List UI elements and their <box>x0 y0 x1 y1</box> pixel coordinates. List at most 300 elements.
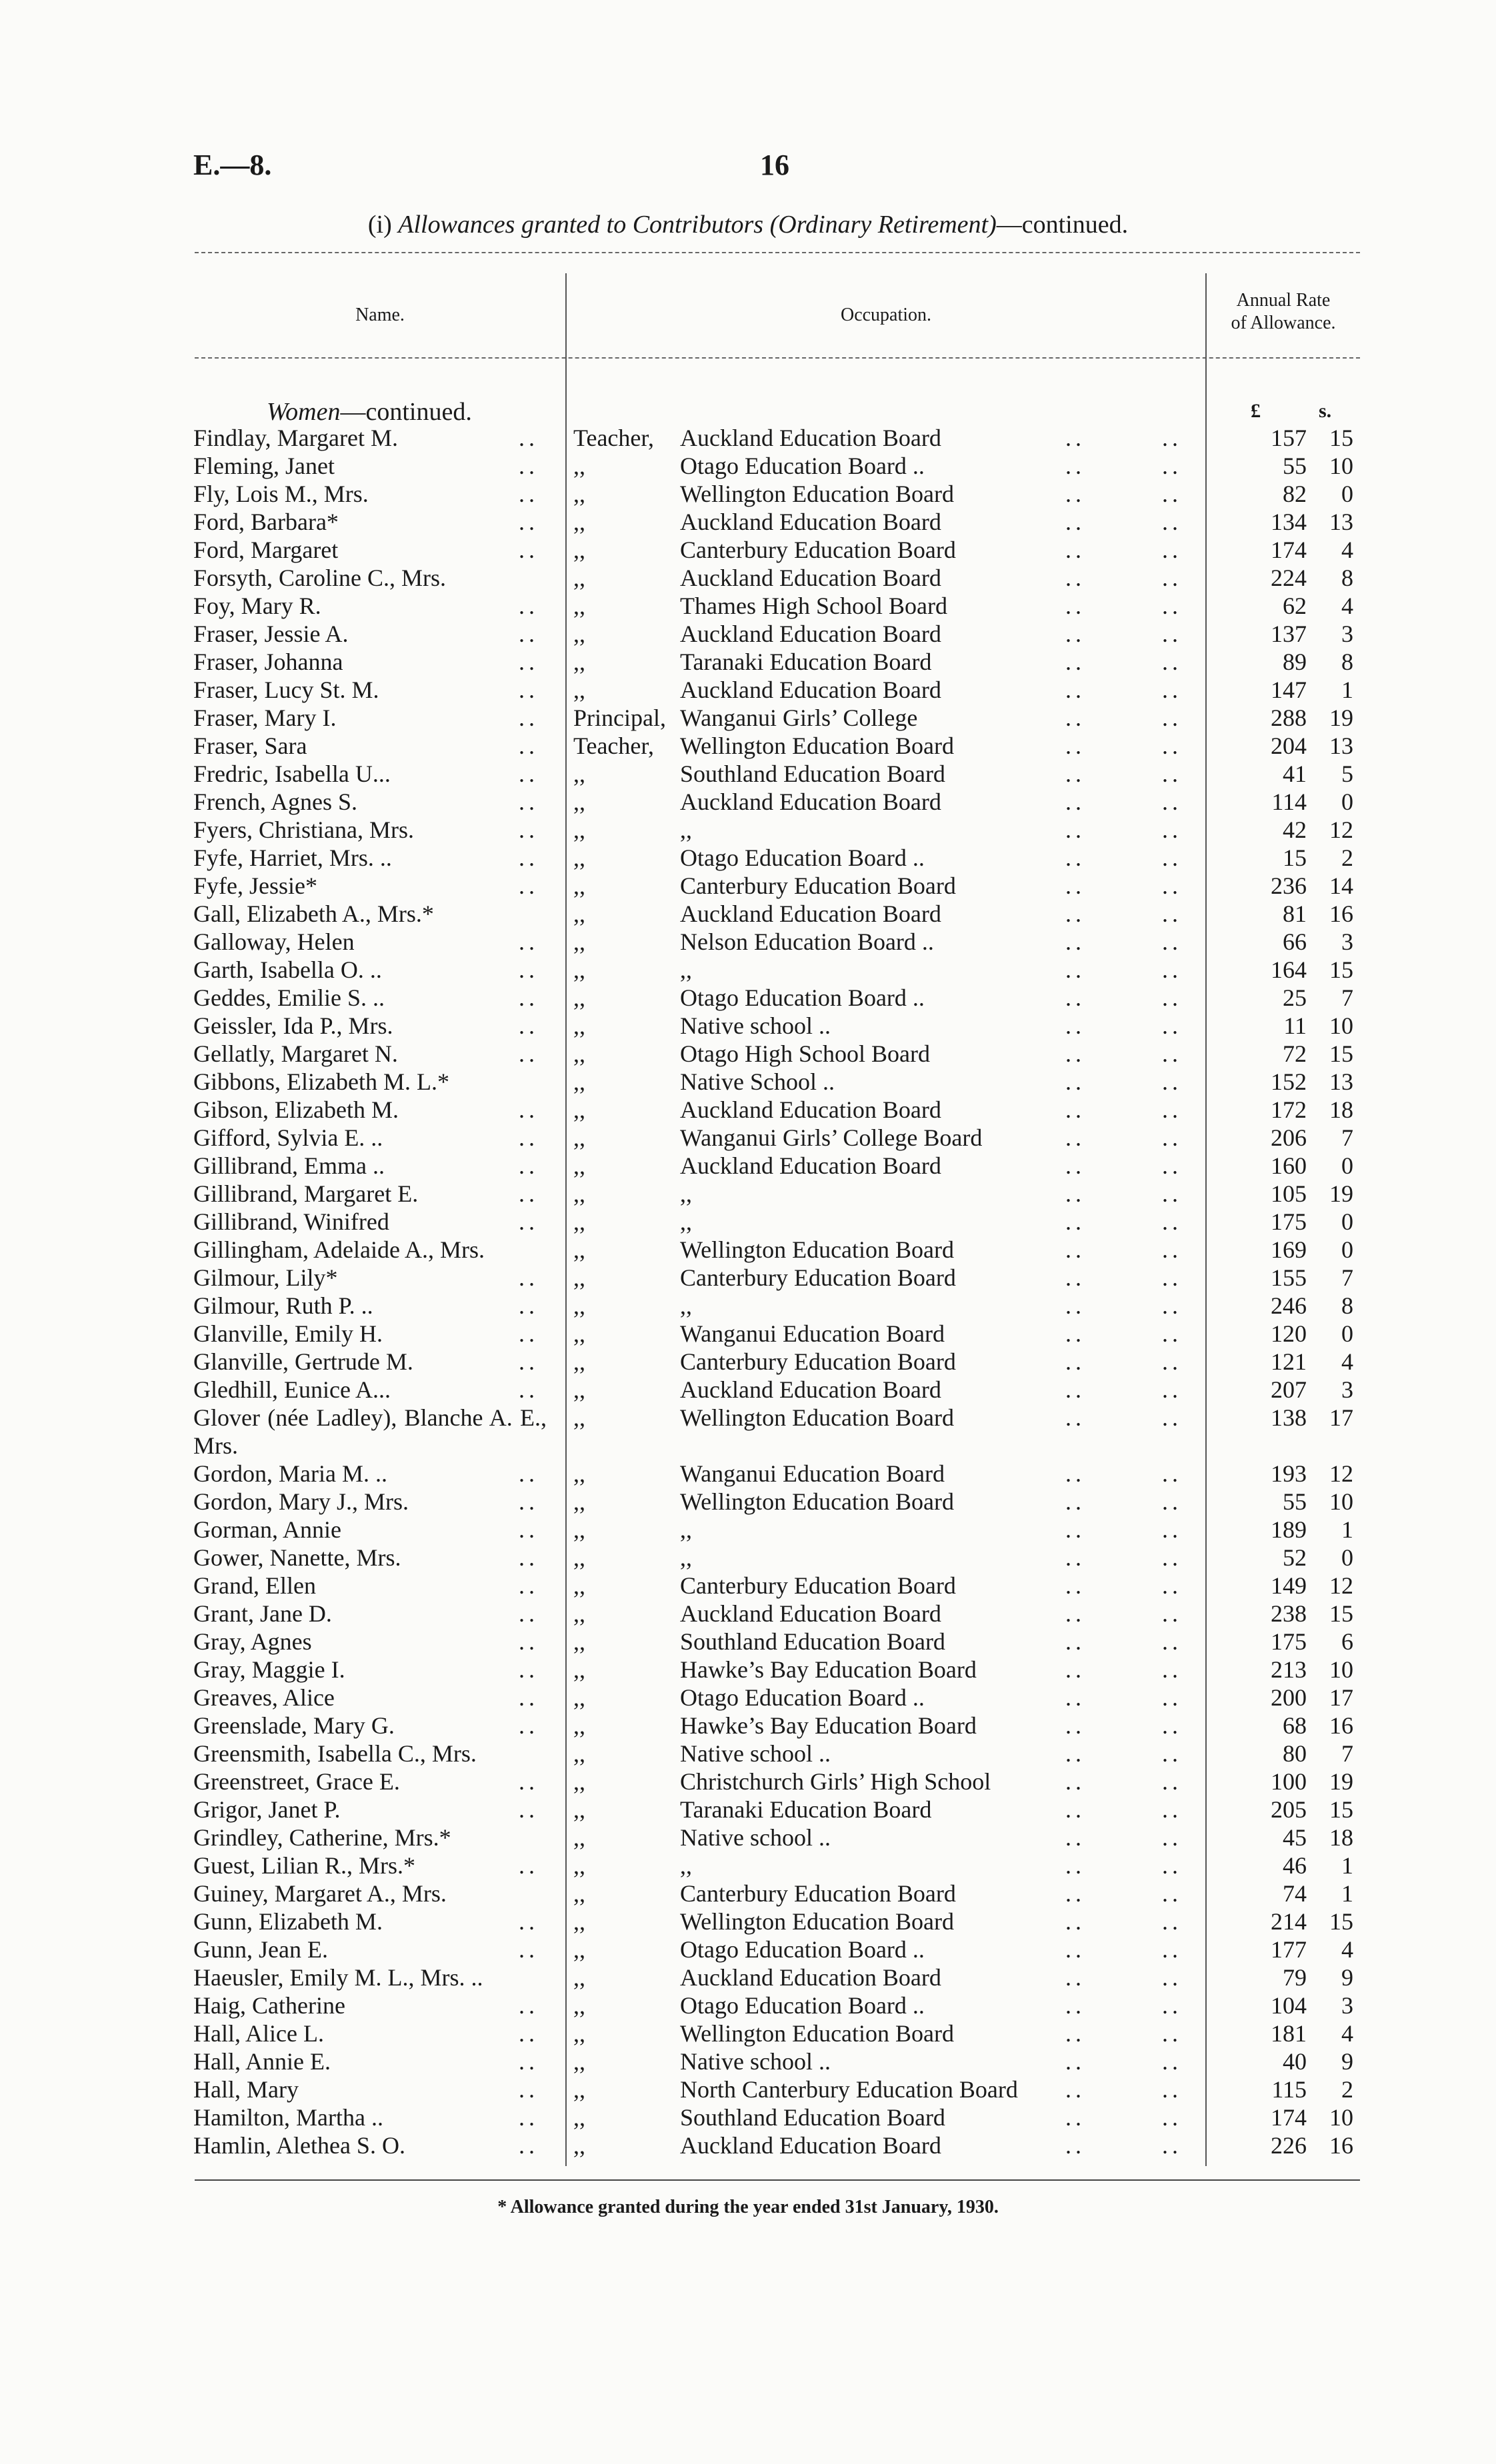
row-shillings: 19 <box>1329 704 1353 731</box>
leader-dots: .. <box>1065 2104 1085 2131</box>
leader-dots: .. <box>1065 1600 1085 1627</box>
row-name: Gunn, Elizabeth M. <box>193 1908 383 1935</box>
leader-dots: .. <box>1162 1656 1182 1683</box>
leader-dots: .. <box>1162 984 1182 1011</box>
leader-dots: .. <box>519 1684 539 1711</box>
row-occupation: Southland Education Board <box>680 2104 945 2131</box>
leader-dots: .. <box>519 956 539 983</box>
row-occupation: Auckland Education Board <box>680 676 941 703</box>
row-pounds: 224 <box>1271 565 1307 591</box>
row-occupation: Wellington Education Board <box>680 1908 955 1935</box>
leader-dots: .. <box>1065 788 1085 815</box>
table-row <box>193 2131 1367 2159</box>
shillings-unit-label: s. <box>1319 400 1332 422</box>
leader-dots: .. <box>1065 1992 1085 2019</box>
leader-dots: .. <box>519 1572 539 1599</box>
leader-dots: .. <box>1065 1936 1085 1963</box>
row-shillings: 8 <box>1341 565 1353 591</box>
row-shillings: 15 <box>1329 1908 1353 1935</box>
row-shillings: 19 <box>1329 1180 1353 1207</box>
leader-dots: .. <box>1162 760 1182 787</box>
row-name: Hall, Annie E. <box>193 2048 331 2075</box>
row-name: Gillibrand, Emma .. <box>193 1152 385 1179</box>
row-occupation-prefix: ,, <box>573 1264 585 1291</box>
leader-dots: .. <box>519 1096 539 1123</box>
leader-dots: .. <box>519 481 539 507</box>
leader-dots: .. <box>1065 872 1085 899</box>
row-occupation: Taranaki Education Board <box>680 1796 932 1823</box>
row-occupation-prefix: ,, <box>573 984 585 1011</box>
leader-dots: .. <box>1162 509 1182 535</box>
leader-dots: .. <box>1065 704 1085 731</box>
table-row <box>193 1907 1367 1935</box>
row-occupation-prefix: ,, <box>573 2076 585 2103</box>
table-row <box>193 1796 1367 1824</box>
row-occupation: Native school .. <box>680 2048 831 2075</box>
leader-dots: .. <box>519 1460 539 1487</box>
leader-dots: .. <box>1162 1404 1182 1431</box>
row-occupation: Auckland Education Board <box>680 1600 941 1627</box>
row-occupation-prefix: Teacher, <box>573 425 654 451</box>
leader-dots: .. <box>1162 844 1182 871</box>
row-name: Greenslade, Mary G. <box>193 1712 395 1739</box>
leader-dots: .. <box>1065 648 1085 675</box>
leader-dots: .. <box>1162 1740 1182 1767</box>
row-pounds: 104 <box>1271 1992 1307 2019</box>
row-occupation-prefix: ,, <box>573 1852 585 1879</box>
leader-dots: .. <box>1162 425 1182 451</box>
leader-dots: .. <box>1065 676 1085 703</box>
row-pounds: 134 <box>1271 509 1307 535</box>
leader-dots: .. <box>519 509 539 535</box>
leader-dots: .. <box>519 1544 539 1571</box>
row-name: Guiney, Margaret A., Mrs. <box>193 1880 447 1907</box>
row-pounds: 181 <box>1271 2020 1307 2047</box>
row-pounds: 100 <box>1271 1768 1307 1795</box>
leader-dots: .. <box>1065 1124 1085 1151</box>
row-name: Hamilton, Martha .. <box>193 2104 383 2131</box>
leader-dots: .. <box>1065 816 1085 843</box>
table-top-rule <box>195 252 1360 253</box>
row-pounds: 137 <box>1271 620 1307 647</box>
leader-dots: .. <box>1065 1376 1085 1403</box>
row-name: Ford, Margaret <box>193 537 339 563</box>
row-occupation-prefix: ,, <box>573 2048 585 2075</box>
row-name: Gorman, Annie <box>193 1516 341 1543</box>
row-occupation: Canterbury Education Board <box>680 1572 956 1599</box>
leader-dots: .. <box>1162 1208 1182 1235</box>
row-name: Grigor, Janet P. <box>193 1796 341 1823</box>
row-occupation: Wellington Education Board <box>680 732 955 759</box>
leader-dots: .. <box>1162 565 1182 591</box>
row-pounds: 115 <box>1271 2076 1307 2103</box>
leader-dots: .. <box>519 1152 539 1179</box>
caption-title: Allowances granted to Contributors (Ordinary Retirement) <box>398 211 997 239</box>
row-pounds: 74 <box>1283 1880 1307 1907</box>
row-pounds: 105 <box>1271 1180 1307 1207</box>
row-shillings: 12 <box>1329 1460 1353 1487</box>
row-occupation: Native School .. <box>680 1068 835 1095</box>
leader-dots: .. <box>1065 1040 1085 1067</box>
table-row <box>193 508 1367 536</box>
leader-dots: .. <box>1065 1152 1085 1179</box>
leader-dots: .. <box>1162 1516 1182 1543</box>
row-pounds: 177 <box>1271 1936 1307 1963</box>
row-occupation: Southland Education Board <box>680 760 945 787</box>
row-pounds: 68 <box>1283 1712 1307 1739</box>
leader-dots: .. <box>519 593 539 619</box>
table-row <box>193 1096 1367 1124</box>
leader-dots: .. <box>1162 2076 1182 2103</box>
leader-dots: .. <box>1065 1684 1085 1711</box>
leader-dots: .. <box>519 1656 539 1683</box>
row-shillings: 15 <box>1329 1796 1353 1823</box>
row-occupation: ,, <box>680 1180 692 1207</box>
table-row <box>193 620 1367 648</box>
table-row <box>193 1824 1367 1851</box>
table-row <box>193 1152 1367 1180</box>
row-shillings: 1 <box>1341 676 1353 703</box>
row-occupation-prefix: ,, <box>573 2132 585 2159</box>
leader-dots: .. <box>1065 2132 1085 2159</box>
leader-dots: .. <box>1065 1656 1085 1683</box>
row-pounds: 175 <box>1271 1628 1307 1655</box>
row-occupation: Otago Education Board .. <box>680 984 925 1011</box>
row-shillings: 4 <box>1341 1348 1353 1375</box>
row-name: Fleming, Janet <box>193 453 335 479</box>
leader-dots: .. <box>519 1376 539 1403</box>
leader-dots: .. <box>1162 1628 1182 1655</box>
row-pounds: 204 <box>1271 732 1307 759</box>
row-shillings: 8 <box>1341 648 1353 675</box>
row-shillings: 0 <box>1341 1236 1353 1263</box>
leader-dots: .. <box>1162 620 1182 647</box>
row-name: Glover (née Ladley), Blanche A. E., Mrs. <box>193 1404 547 1459</box>
row-shillings: 15 <box>1329 956 1353 983</box>
row-occupation-prefix: ,, <box>573 1796 585 1823</box>
row-occupation: Wanganui Girls’ College Board <box>680 1124 983 1151</box>
row-pounds: 175 <box>1271 1208 1307 1235</box>
footnote: * Allowance granted during the year ended 31st January, 1930. <box>497 2197 999 2217</box>
table-row <box>193 1544 1367 1572</box>
row-name: French, Agnes S. <box>193 788 357 815</box>
row-name: Greaves, Alice <box>193 1684 335 1711</box>
row-occupation-prefix: ,, <box>573 481 585 507</box>
row-shillings: 18 <box>1329 1824 1353 1851</box>
row-occupation-prefix: ,, <box>573 1768 585 1795</box>
leader-dots: .. <box>519 648 539 675</box>
row-shillings: 15 <box>1329 1600 1353 1627</box>
row-shillings: 6 <box>1341 1628 1353 1655</box>
row-occupation: ,, <box>680 1852 692 1879</box>
allowance-table <box>193 424 1367 2159</box>
table-row <box>193 844 1367 872</box>
row-occupation-prefix: ,, <box>573 816 585 843</box>
table-row <box>193 788 1367 816</box>
row-name: Gellatly, Margaret N. <box>193 1040 398 1067</box>
row-shillings: 3 <box>1341 1376 1353 1403</box>
row-occupation-prefix: ,, <box>573 1404 585 1431</box>
table-row <box>193 1488 1367 1516</box>
leader-dots: .. <box>519 760 539 787</box>
row-occupation: Canterbury Education Board <box>680 1880 956 1907</box>
leader-dots: .. <box>1162 1264 1182 1291</box>
row-pounds: 155 <box>1271 1264 1307 1291</box>
leader-dots: .. <box>519 1292 539 1319</box>
leader-dots: .. <box>1162 1712 1182 1739</box>
row-occupation: ,, <box>680 1544 692 1571</box>
table-row <box>193 1684 1367 1712</box>
row-name: Hall, Alice L. <box>193 2020 324 2047</box>
row-shillings: 2 <box>1341 844 1353 871</box>
row-name: Garth, Isabella O. .. <box>193 956 382 983</box>
leader-dots: .. <box>519 704 539 731</box>
row-shillings: 8 <box>1341 1292 1353 1319</box>
leader-dots: .. <box>1065 565 1085 591</box>
row-name: Ford, Barbara* <box>193 509 339 535</box>
row-occupation-prefix: ,, <box>573 2020 585 2047</box>
table-row <box>193 1012 1367 1040</box>
leader-dots: .. <box>519 844 539 871</box>
row-pounds: 205 <box>1271 1796 1307 1823</box>
leader-dots: .. <box>1162 1124 1182 1151</box>
row-shillings: 19 <box>1329 1768 1353 1795</box>
leader-dots: .. <box>1162 453 1182 479</box>
table-row <box>193 1376 1367 1404</box>
row-shillings: 2 <box>1341 2076 1353 2103</box>
row-occupation-prefix: ,, <box>573 1712 585 1739</box>
row-shillings: 15 <box>1329 1040 1353 1067</box>
row-name: Fyfe, Jessie* <box>193 872 317 899</box>
leader-dots: .. <box>1065 2048 1085 2075</box>
table-row <box>193 760 1367 788</box>
row-pounds: 62 <box>1283 593 1307 619</box>
leader-dots: .. <box>1065 2076 1085 2103</box>
leader-dots: .. <box>1162 1880 1182 1907</box>
leader-dots: .. <box>1162 1040 1182 1067</box>
row-shillings: 4 <box>1341 537 1353 563</box>
leader-dots: .. <box>1065 1544 1085 1571</box>
leader-dots: .. <box>1162 1544 1182 1571</box>
leader-dots: .. <box>1065 481 1085 507</box>
row-occupation-prefix: ,, <box>573 1628 585 1655</box>
row-occupation: Hawke’s Bay Education Board <box>680 1656 977 1683</box>
leader-dots: .. <box>1065 620 1085 647</box>
row-pounds: 80 <box>1283 1740 1307 1767</box>
row-name: Hamlin, Alethea S. O. <box>193 2132 405 2159</box>
row-name: Gray, Maggie I. <box>193 1656 345 1683</box>
row-pounds: 82 <box>1283 481 1307 507</box>
table-row <box>193 1040 1367 1068</box>
leader-dots: .. <box>1162 1964 1182 1991</box>
leader-dots: .. <box>1162 1068 1182 1095</box>
row-name: Grindley, Catherine, Mrs.* <box>193 1824 451 1851</box>
leader-dots: .. <box>1162 481 1182 507</box>
row-occupation-prefix: ,, <box>573 1376 585 1403</box>
leader-dots: .. <box>1162 1852 1182 1879</box>
row-occupation-prefix: ,, <box>573 2104 585 2131</box>
row-shillings: 1 <box>1341 1516 1353 1543</box>
section-suffix: —continued. <box>340 398 472 426</box>
leader-dots: .. <box>1065 1516 1085 1543</box>
row-occupation-prefix: ,, <box>573 1824 585 1851</box>
row-shillings: 7 <box>1341 1740 1353 1767</box>
row-name: Greensmith, Isabella C., Mrs. <box>193 1740 477 1767</box>
leader-dots: .. <box>1065 956 1085 983</box>
row-pounds: 246 <box>1271 1292 1307 1319</box>
row-shillings: 5 <box>1341 760 1353 787</box>
row-occupation: Southland Education Board <box>680 1628 945 1655</box>
table-row <box>193 1628 1367 1656</box>
row-occupation: Christchurch Girls’ High School <box>680 1768 991 1795</box>
leader-dots: .. <box>1065 1796 1085 1823</box>
row-name: Gibson, Elizabeth M. <box>193 1096 399 1123</box>
row-occupation-prefix: ,, <box>573 1936 585 1963</box>
leader-dots: .. <box>519 2076 539 2103</box>
row-pounds: 213 <box>1271 1656 1307 1683</box>
row-occupation-prefix: ,, <box>573 928 585 955</box>
row-occupation: Taranaki Education Board <box>680 648 932 675</box>
leader-dots: .. <box>1065 1068 1085 1095</box>
row-occupation: Canterbury Education Board <box>680 1348 956 1375</box>
row-occupation-prefix: ,, <box>573 676 585 703</box>
table-row <box>193 1068 1367 1096</box>
leader-dots: .. <box>519 425 539 451</box>
row-occupation-prefix: ,, <box>573 1488 585 1515</box>
table-row <box>193 2075 1367 2103</box>
row-name: Fraser, Jessie A. <box>193 620 349 647</box>
leader-dots: .. <box>1162 788 1182 815</box>
leader-dots: .. <box>519 1516 539 1543</box>
row-occupation: ,, <box>680 1208 692 1235</box>
row-pounds: 42 <box>1283 816 1307 843</box>
row-occupation-prefix: ,, <box>573 844 585 871</box>
row-name: Fyfe, Harriet, Mrs. .. <box>193 844 392 871</box>
leader-dots: .. <box>1065 1488 1085 1515</box>
table-row <box>193 1208 1367 1236</box>
column-header-rate <box>1207 289 1360 335</box>
row-pounds: 11 <box>1283 1012 1307 1039</box>
row-shillings: 7 <box>1341 984 1353 1011</box>
table-row <box>193 592 1367 620</box>
row-occupation: Auckland Education Board <box>680 565 941 591</box>
row-pounds: 66 <box>1283 928 1307 955</box>
leader-dots: .. <box>519 676 539 703</box>
leader-dots: .. <box>1065 1460 1085 1487</box>
row-occupation: Auckland Education Board <box>680 2132 941 2159</box>
table-row <box>193 1236 1367 1264</box>
row-name: Forsyth, Caroline C., Mrs. <box>193 565 447 591</box>
row-occupation-prefix: ,, <box>573 1152 585 1179</box>
row-pounds: 25 <box>1283 984 1307 1011</box>
leader-dots: .. <box>1065 1572 1085 1599</box>
row-name: Gray, Agnes <box>193 1628 312 1655</box>
row-pounds: 236 <box>1271 872 1307 899</box>
row-pounds: 45 <box>1283 1824 1307 1851</box>
leader-dots: .. <box>1162 2048 1182 2075</box>
table-row <box>193 2019 1367 2047</box>
row-shillings: 0 <box>1341 1320 1353 1347</box>
row-name: Gilmour, Lily* <box>193 1264 338 1291</box>
row-pounds: 114 <box>1271 788 1307 815</box>
row-occupation-prefix: ,, <box>573 900 585 927</box>
rate-header-line2: of Allowance. <box>1231 313 1336 333</box>
row-shillings: 7 <box>1341 1264 1353 1291</box>
leader-dots: .. <box>1162 1684 1182 1711</box>
row-shillings: 16 <box>1329 2132 1353 2159</box>
row-name: Guest, Lilian R., Mrs.* <box>193 1852 415 1879</box>
row-pounds: 207 <box>1271 1376 1307 1403</box>
row-shillings: 15 <box>1329 425 1353 451</box>
row-occupation: Otago High School Board <box>680 1040 930 1067</box>
row-name: Geddes, Emilie S. .. <box>193 984 385 1011</box>
row-pounds: 79 <box>1283 1964 1307 1991</box>
row-occupation: ,, <box>680 956 692 983</box>
row-occupation-prefix: ,, <box>573 788 585 815</box>
row-occupation: Hawke’s Bay Education Board <box>680 1712 977 1739</box>
row-occupation-prefix: ,, <box>573 1460 585 1487</box>
row-occupation-prefix: ,, <box>573 1572 585 1599</box>
leader-dots: .. <box>519 788 539 815</box>
table-row <box>193 1656 1367 1684</box>
row-pounds: 40 <box>1283 2048 1307 2075</box>
row-shillings: 13 <box>1329 732 1353 759</box>
leader-dots: .. <box>1065 1404 1085 1431</box>
leader-dots: .. <box>1162 1992 1182 2019</box>
leader-dots: .. <box>1065 1740 1085 1767</box>
leader-dots: .. <box>1065 732 1085 759</box>
leader-dots: .. <box>1065 900 1085 927</box>
leader-dots: .. <box>519 1712 539 1739</box>
row-occupation: Auckland Education Board <box>680 1376 941 1403</box>
leader-dots: .. <box>519 1348 539 1375</box>
table-row <box>193 1935 1367 1963</box>
row-occupation: Native school .. <box>680 1824 831 1851</box>
leader-dots: .. <box>1162 956 1182 983</box>
row-occupation: Canterbury Education Board <box>680 1264 956 1291</box>
leader-dots: .. <box>1162 704 1182 731</box>
row-name: Grant, Jane D. <box>193 1600 332 1627</box>
leader-dots: .. <box>1162 1292 1182 1319</box>
leader-dots: .. <box>519 872 539 899</box>
row-occupation-prefix: ,, <box>573 537 585 563</box>
row-occupation-prefix: ,, <box>573 1908 585 1935</box>
row-occupation: Wellington Education Board <box>680 1488 955 1515</box>
row-pounds: 206 <box>1271 1124 1307 1151</box>
row-shillings: 12 <box>1329 816 1353 843</box>
leader-dots: .. <box>1065 1208 1085 1235</box>
leader-dots: .. <box>1162 1236 1182 1263</box>
row-occupation: Auckland Education Board <box>680 509 941 535</box>
leader-dots: .. <box>519 816 539 843</box>
row-occupation-prefix: ,, <box>573 1516 585 1543</box>
row-pounds: 120 <box>1271 1320 1307 1347</box>
row-occupation-prefix: ,, <box>573 1600 585 1627</box>
row-occupation-prefix: ,, <box>573 593 585 619</box>
table-row <box>193 536 1367 564</box>
row-occupation-prefix: ,, <box>573 648 585 675</box>
leader-dots: .. <box>1162 1180 1182 1207</box>
row-pounds: 52 <box>1283 1544 1307 1571</box>
row-occupation-prefix: ,, <box>573 1236 585 1263</box>
leader-dots: .. <box>1162 1600 1182 1627</box>
row-pounds: 226 <box>1271 2132 1307 2159</box>
row-pounds: 46 <box>1283 1852 1307 1879</box>
row-shillings: 18 <box>1329 1096 1353 1123</box>
section-title: Women <box>267 398 341 426</box>
table-row <box>193 956 1367 984</box>
leader-dots: .. <box>1162 1152 1182 1179</box>
